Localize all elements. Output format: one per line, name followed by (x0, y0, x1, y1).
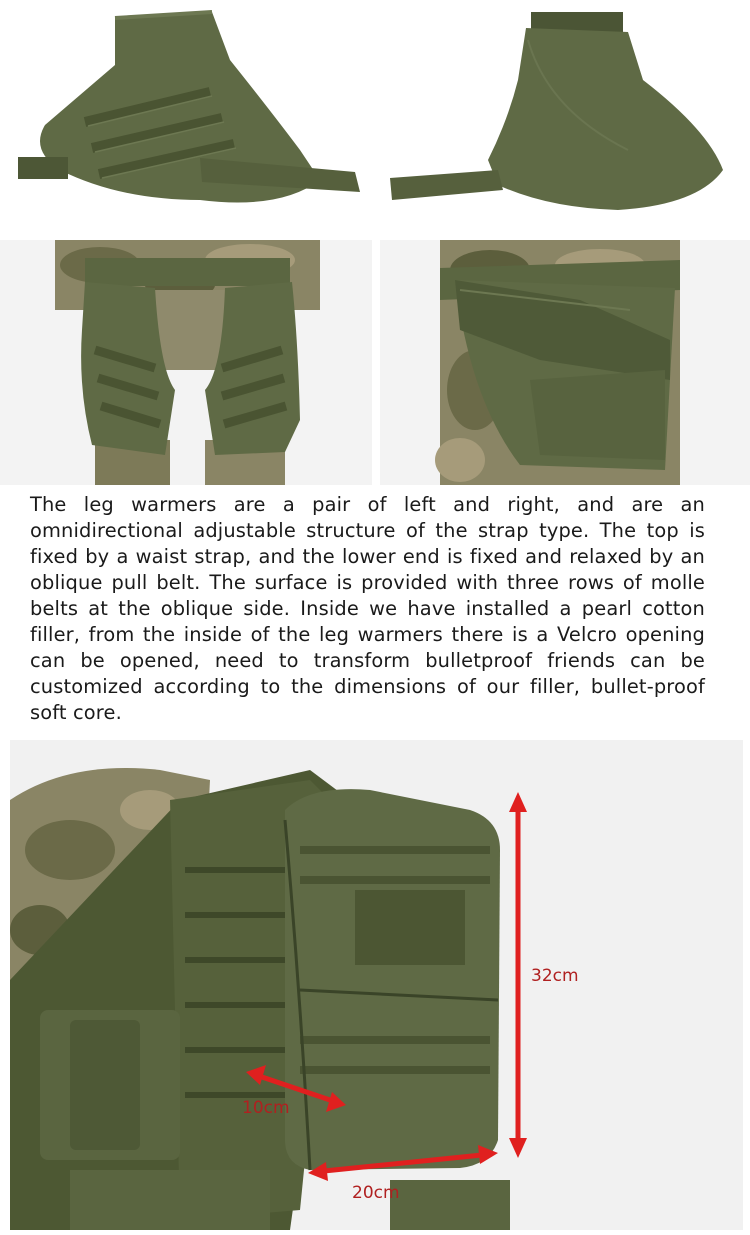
leg-guard-back-icon (378, 0, 750, 232)
width-dimension-label: 20cm (352, 1183, 400, 1203)
product-description: The leg warmers are a pair of left and right, and are an omnidirectional adjustable structure of the strap type. The top is fixed by a waist strap, and the lower end is fixed and relaxed by an oblique pull belt. The surface is provided with three rows of molle belts at the oblique side. Inside we have installed a pearl cotton filler, from the inside of the leg warmers there is a Velcro opening can be opened, need to transform bulletproof friends can be customized according to the dimensions of our filler, bullet-proof soft core. (30, 493, 705, 724)
backpack-on-vest-icon (10, 740, 743, 1230)
height-dimension-label: 32cm (531, 966, 579, 986)
photo-leg-guard-back (378, 0, 750, 232)
leg-guard-worn-front-icon (0, 240, 372, 485)
leg-guard-worn-side-icon (380, 240, 750, 485)
photo-leg-guard-worn-front (0, 240, 372, 485)
leg-guard-front-icon (0, 0, 372, 232)
photo-leg-guard-worn-side (380, 240, 750, 485)
photo-backpack-on-vest (10, 740, 743, 1230)
depth-dimension-label: 10cm (242, 1098, 290, 1118)
photo-leg-guard-front (0, 0, 372, 232)
